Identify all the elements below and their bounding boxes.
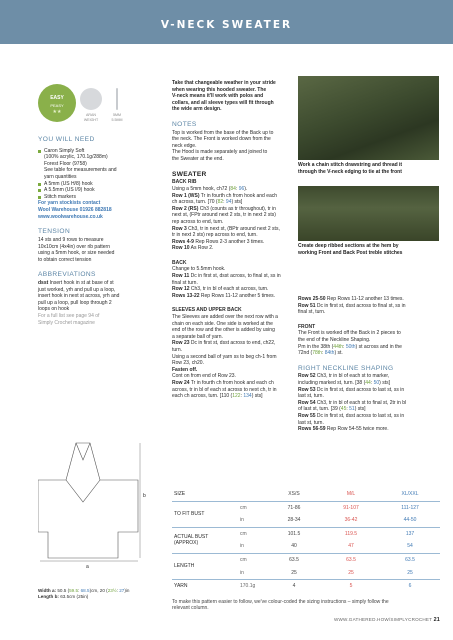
t: Rep Rows 2-3 another 3 times.: [193, 238, 265, 245]
row54: [298, 400, 440, 407]
length-label: Length b:: [38, 594, 59, 600]
materials-list: [38, 148, 160, 201]
row-label: Row 12: [172, 286, 190, 293]
row24-cont2: [172, 393, 292, 400]
abbrev-term: dsst: [38, 280, 49, 287]
unit-cm: cm: [238, 553, 266, 566]
t: )in: [124, 588, 130, 593]
size-table: [172, 488, 440, 593]
size-table-header: [172, 488, 440, 501]
size-xl: 50th: [345, 343, 356, 350]
sep: :: [370, 380, 374, 387]
header-bar: [0, 0, 453, 44]
cell: 91-107: [322, 501, 380, 514]
unit-in: in: [240, 517, 244, 524]
row-label: Row 53: [298, 386, 316, 393]
row1: [172, 193, 292, 200]
bust-label: TO FIT BUST: [172, 501, 238, 527]
head-m: M/L: [346, 491, 356, 497]
front-l1: The Front is worked off the Back in 2 pieces to: [298, 330, 401, 337]
t: Ch3, tr in bl of each st to marker,: [315, 373, 390, 380]
sweater-l1: [172, 186, 292, 193]
abbrev-l2: just worked, yrh and pull up a loop,: [38, 286, 116, 293]
t: Dc in first st, dsst across to final st, ss in: [315, 302, 406, 309]
size-xl: 134: [243, 393, 252, 400]
tension-l3: using a 5mm hook, or size needed: [38, 250, 115, 257]
row-label: Rows 4-9: [172, 238, 194, 245]
back-title: BACK: [172, 259, 187, 266]
row-label: Row 3: [172, 225, 187, 232]
t: each ch across, turn. [110 (: [172, 393, 233, 400]
material-hook-5mm: A 5mm (US H/8) hook: [38, 181, 160, 188]
badge-line1: EASY: [50, 95, 64, 101]
size-m: 44: [365, 380, 371, 387]
cell: 71-86: [266, 501, 322, 514]
photo1-caption: [298, 162, 439, 175]
sep: :: [346, 406, 350, 413]
notes-l5: the Sweater at the end.: [172, 156, 224, 163]
t: Dc in first st, dsst across to end, ch22,: [189, 340, 276, 347]
t: Dc in first st, dsst across to last st, ss in: [315, 386, 405, 393]
t: ).: [244, 185, 248, 192]
row-label: Row 23: [172, 340, 190, 347]
row3: [172, 226, 292, 233]
sleeves-l7: Cont on from end of Row 23.: [172, 373, 236, 380]
row51-cont: final st, turn.: [298, 309, 326, 316]
t: ) sts]: [251, 393, 263, 400]
row1-cont: [172, 199, 292, 206]
front-l3: [298, 344, 440, 351]
footer-url[interactable]: WWW.GATHERED.HOW/SIMPLYCROCHET: [333, 617, 433, 622]
row-label: Row 1 (WS): [172, 192, 200, 199]
you-will-need-title: YOU WILL NEED: [38, 136, 95, 143]
caption2-l1: Create deep ribbed sections at the hem by: [298, 243, 399, 249]
abbrev-l5: loops on hook: [38, 306, 70, 313]
t: Dc in first st, dsst across to last st, ss in: [315, 413, 405, 420]
head-xl: XL/XXL: [401, 491, 419, 497]
t: 72nd (: [298, 350, 313, 357]
cell: 25: [291, 569, 297, 576]
t: ACTUAL BUST: [174, 533, 209, 540]
left-column: [38, 136, 160, 326]
caption1-l1: Work a chain stitch drawstring and thread it: [298, 162, 403, 168]
rows4-9: [172, 239, 292, 246]
row-label: Row 52: [298, 373, 316, 380]
front-title: FRONT: [298, 323, 316, 330]
schematic-outline: [38, 443, 138, 558]
t: ) st across and in the: [355, 343, 402, 350]
row12: [172, 286, 292, 293]
row11-cont: final st turn.: [172, 279, 198, 286]
t: ) sts]: [354, 406, 366, 413]
abbrev-l3: insert hook in next st across, yrh and: [38, 293, 120, 300]
abbrev-l1: [38, 280, 160, 287]
notes-l3: neck edge.: [172, 142, 197, 149]
unit-cm: cm: [238, 501, 266, 514]
yarn-weight-label1: ARAN: [86, 113, 96, 117]
abbrev-note1: For a full list see page 94 of: [38, 312, 100, 319]
row53-cont: last st, turn.: [298, 393, 324, 400]
cell: 63.5: [266, 553, 322, 566]
abbreviations-title: ABBREVIATIONS: [38, 271, 96, 279]
row-label: Row 51: [298, 302, 316, 309]
cell: 40: [291, 543, 297, 550]
intro-l4: collars, and all sleeve types will fit through: [172, 99, 274, 106]
sep: :: [240, 393, 244, 400]
badge-line2: PEASY: [50, 102, 64, 108]
back-l1: Change to 5.5mm hook.: [172, 266, 226, 273]
sep: :: [235, 185, 239, 192]
badge-stars: ★★: [52, 108, 62, 115]
row24: [172, 380, 292, 387]
length-line: [38, 594, 129, 600]
sep: :: [343, 343, 346, 350]
table-note-l1: To make this pattern easier to follow, we've colour-coded the sizing instructions – simply follow the: [172, 598, 389, 605]
table-note-l2: relevant column.: [172, 605, 209, 612]
rows13-22: [172, 293, 292, 300]
row-label: Rows 13-22: [172, 292, 200, 299]
photo2-caption: [298, 243, 439, 256]
row-label: Row 24: [172, 379, 190, 386]
photo-neckline: [298, 76, 439, 160]
head-xs: XS/S: [288, 491, 300, 497]
sleeves-l2: chain on each side. One side is worked at the: [172, 320, 273, 327]
t: As Row 2.: [189, 245, 214, 252]
sleeves-l3: end of the row and the other is added by using: [172, 327, 275, 334]
actual-cm-row: [172, 527, 440, 540]
row3-cont: tr in next 2 sts) rep across to end, turn.: [172, 232, 258, 239]
material-yarn-name: Caron Simply Soft: [44, 147, 85, 154]
size-m: 23½: [107, 588, 117, 593]
front-l2: the end of the Neckline Shaping.: [298, 336, 371, 343]
t: ) st.: [334, 350, 343, 357]
row-label: Row 10: [172, 245, 190, 252]
t: ) sts]: [379, 380, 391, 387]
t: Ch3, tr in bl of each st across, turn.: [189, 286, 269, 293]
schematic-hood: [76, 443, 90, 460]
sep: :: [116, 588, 120, 593]
diagram-label-a: a: [86, 564, 89, 570]
hook-size-info: [104, 88, 130, 122]
t: Ch3, tr in next st, (BPtr around next 2 sts,: [186, 225, 280, 232]
rows25-50: [298, 296, 440, 303]
table-note: [172, 599, 440, 612]
size-xl: 84th: [324, 350, 335, 357]
row2-cont2: rep across to end, turn.: [172, 218, 224, 225]
row54-cont: [298, 406, 440, 413]
cell: 25: [407, 569, 413, 576]
yarn-unit: 170.1g: [238, 580, 266, 593]
diagram-caption: [38, 588, 129, 600]
size-m: 122: [232, 393, 241, 400]
row55-cont: last st, turn.: [298, 419, 324, 426]
sleeves-l5: Using a second ball of yarn ss to beg ch-1 from: [172, 353, 277, 360]
size-m: 82: [217, 199, 224, 206]
t: Rep Rows 11-12 another 5 times.: [199, 292, 276, 299]
cell: 25: [348, 569, 354, 576]
t: Ch3 (counts as tr throughout), tr in: [198, 205, 276, 212]
material-yarn-detail2: Forest Floor (9758): [44, 160, 87, 167]
yarn-row: [172, 580, 440, 593]
material-yarn-detail3: See table for measurements and: [44, 167, 117, 174]
t: Rep Row 54-55 twice more.: [325, 426, 389, 433]
material-yarn-detail1: (100% acrylic, 170.1g/288m): [44, 154, 108, 161]
yarn-weight-info: [78, 88, 104, 122]
tension-l1: 14 sts and 9 rows to measure: [38, 236, 104, 243]
cell: 36-42: [344, 517, 358, 524]
row2-cont1: next st, (FPtr around next 2 sts, tr in next 2 sts): [172, 212, 276, 219]
width-label: Width a:: [38, 588, 57, 593]
material-markers: Stitch markers: [38, 194, 160, 201]
fasten-off: Fasten off.: [172, 366, 198, 373]
sleeves-l6: Row 23, ch20.: [172, 360, 204, 367]
size-m: 44th: [333, 343, 344, 350]
row24-cont1: across, tr in bl of each st across to next ch, tr in: [172, 386, 277, 393]
row23: [172, 340, 292, 347]
crochet-hook-icon: [106, 88, 128, 110]
t: Rep Rows 11-12 another 13 times.: [325, 296, 404, 302]
cell: 101.5: [266, 527, 322, 540]
row23-cont: turn.: [172, 347, 183, 353]
abbrev-note2: Simply Crochet magazine: [38, 319, 95, 326]
row53: [298, 387, 440, 394]
t: )cm, 20 (: [89, 588, 108, 593]
material-yarn-detail4: yarn quantities: [44, 174, 77, 181]
sweater-schematic: [38, 440, 141, 563]
size-xl: 68.5: [80, 588, 90, 593]
stockists-line1: For yarn stockists contact: [38, 200, 101, 207]
sep: :: [321, 350, 325, 357]
unit-in: in: [240, 543, 244, 550]
sweater-title: SWEATER: [172, 170, 207, 178]
t: ) sts]: [231, 199, 243, 206]
yarn-label: YARN: [172, 580, 238, 593]
hook-size-label1: 5MM: [113, 113, 121, 117]
tension-l4: to obtain correct tension: [38, 256, 92, 263]
notes-l4: The Hood is made separately and joined to: [172, 149, 268, 156]
row2: [172, 206, 292, 213]
row11: [172, 273, 292, 280]
page-title: V-NECK SWEATER: [160, 19, 293, 31]
intro-l1: Take that changeable weather in your stride: [172, 80, 276, 86]
diagram-label-b: b: [143, 493, 146, 499]
cell: 44-50: [403, 517, 417, 524]
cell: 5: [322, 580, 380, 593]
caption1-l2: through the V-neck edging to tie at the front: [298, 168, 402, 175]
notes-title: NOTES: [172, 120, 197, 128]
row10: [172, 245, 292, 252]
sep: :: [78, 588, 81, 593]
size-xl: 50: [373, 380, 380, 387]
schematic-vneck: [66, 480, 100, 502]
t: Pm in the 38th (: [298, 343, 334, 350]
sleeves-l1: The Sleeves are added over the next row with a: [172, 314, 278, 321]
difficulty-badge: [38, 84, 76, 122]
intro-l5: the wide arm design.: [172, 106, 222, 113]
right-column-text: [298, 296, 440, 433]
cell: 63.5: [322, 553, 380, 566]
cell: 4: [266, 580, 322, 593]
yarn-weight-label2: WEIGHT: [83, 117, 99, 122]
page-number: 21: [433, 617, 440, 623]
cell: 111-127: [380, 501, 440, 514]
front-l4: [298, 350, 440, 357]
t: Ch3, tr in bl of each st to final st, 2tr in bl: [315, 399, 407, 406]
cell: 137: [380, 527, 440, 540]
tension-title: TENSION: [38, 228, 71, 236]
t: 50.5 (: [56, 588, 70, 593]
yarn-ball-icon: [80, 88, 102, 110]
footer: [300, 617, 440, 624]
t: Using a 5mm hook, ch72 (: [172, 185, 231, 192]
t: Tr in fourth ch from hook and each ch: [189, 379, 274, 386]
stockists-link[interactable]: www.woolwarehouse.co.uk: [38, 213, 103, 220]
intro-l3: V-neck means it'll work with polos and: [172, 93, 264, 100]
sep: :: [223, 199, 226, 206]
rows56-59: [298, 426, 440, 433]
tension-l2: 10x10cm (4x4in) over rib pattern: [38, 243, 110, 250]
hook-size-label2: 5.5MM: [111, 117, 123, 122]
size-table-wrapper: [172, 488, 440, 612]
size-m: 45: [340, 406, 347, 413]
row-label: Rows 25-50: [298, 296, 326, 302]
t: ch across, turn. [70 (: [172, 199, 218, 206]
caption2-l2: working Front and Back Post treble stitches: [298, 249, 403, 256]
back-rib-subtitle: BACK RIB: [172, 179, 197, 186]
actual-bust-label: [172, 527, 238, 553]
sleeves-l4: a separate ball of yarn.: [172, 333, 223, 340]
size-m: 59.5: [69, 588, 79, 593]
row52: [298, 373, 440, 380]
t: of last st, turn. [39 (: [298, 406, 341, 413]
cell: 54: [407, 543, 413, 550]
cell: 47: [348, 543, 354, 550]
right-neckline-title: RIGHT NECKLINE SHAPING: [298, 364, 394, 372]
size-m: 84: [230, 185, 236, 192]
cell: 28-34: [287, 517, 301, 524]
t: Tr in fourth ch from hook and each: [199, 192, 278, 199]
head-unit: [238, 488, 266, 501]
cell: 6: [380, 580, 440, 593]
size-xl: 94: [225, 199, 232, 206]
notes-l1: Top is worked from the base of the Back up to: [172, 129, 274, 136]
size-xl: 96: [238, 185, 245, 192]
row-label: Rows 56-59: [298, 426, 326, 433]
photo-ribbed-hem: [298, 186, 439, 241]
t: Dc in first st, dsst across, to final st, ss in: [189, 273, 281, 280]
size-m: 78th: [312, 350, 322, 357]
material-hook-55mm: A 5.5mm (US I/9) hook: [38, 187, 160, 194]
t: including marked st, turn. [38 (: [298, 380, 366, 387]
row-label: Row 55: [298, 413, 316, 420]
row-label: Row 11: [172, 273, 190, 280]
row-label: Row 2 (RS): [172, 205, 199, 212]
row-label: Row 54: [298, 399, 316, 406]
size-xl: 27: [119, 588, 125, 593]
length-cm-row: [172, 553, 440, 566]
row52-cont: [298, 380, 440, 387]
t: 63.5cm (25in): [58, 594, 89, 600]
t: (APPROX): [174, 540, 199, 547]
head-size: SIZE: [174, 491, 186, 497]
material-yarn: [38, 148, 160, 181]
abbrev-l4: pull up a loop, pull loop through 2: [38, 299, 112, 306]
unit-in: in: [240, 569, 244, 576]
length-label: LENGTH: [172, 553, 238, 579]
cell: 63.5: [380, 553, 440, 566]
row55: [298, 413, 440, 420]
stockists-line2: Wool Warehouse 01926 882818: [38, 207, 112, 214]
unit-cm: cm: [238, 527, 266, 540]
cell: 119.5: [322, 527, 380, 540]
middle-column-top: [172, 80, 292, 400]
row51: [298, 303, 440, 310]
sleeves-title: SLEEVES AND UPPER BACK: [172, 307, 242, 314]
bust-cm-row: [172, 501, 440, 514]
abbrev-def1: Insert hook in st at base of st: [48, 280, 114, 287]
intro-l2: when wearing this hooded sweater. The: [172, 86, 267, 93]
size-xl: 51: [349, 406, 355, 413]
notes-l2: the neck. The Front is worked down from the: [172, 136, 271, 143]
